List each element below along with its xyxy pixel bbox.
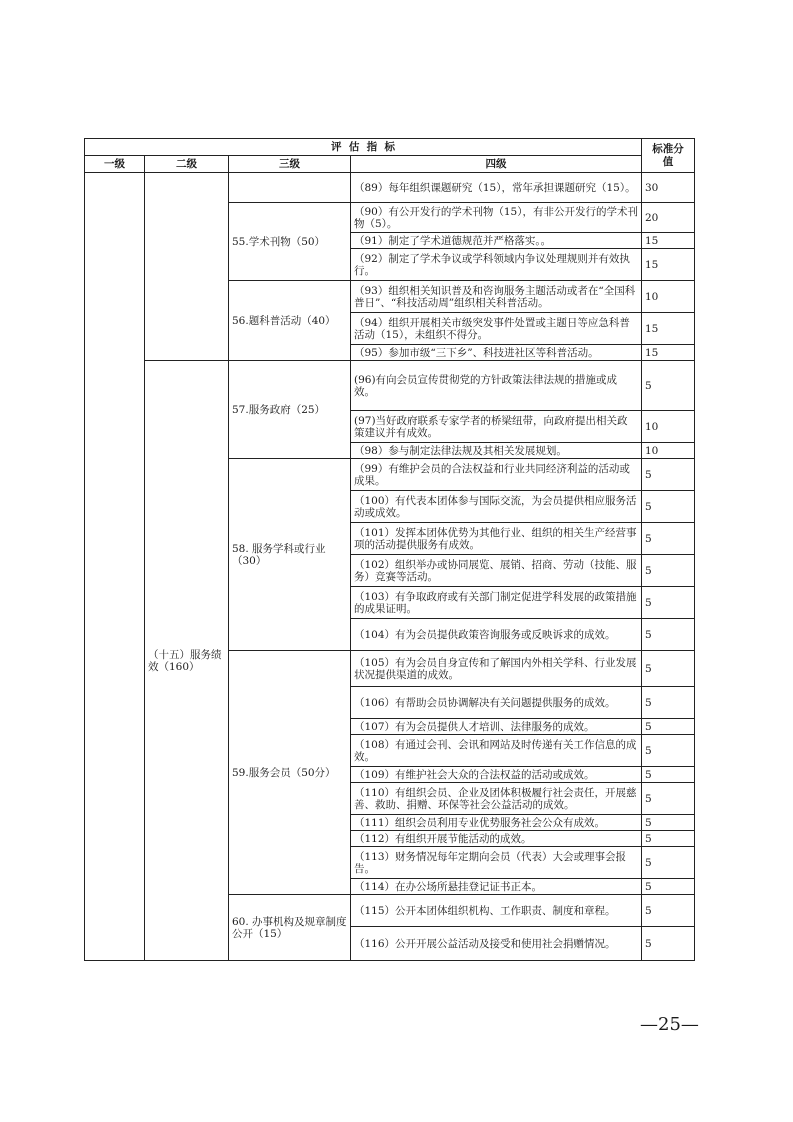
indicator-109: （109）有维护社会大众的合法权益的活动或成效。 [351,767,642,783]
indicator-97: (97)当好政府联系专家学者的桥梁纽带，向政府提出相关政策建议并有成效。 [351,411,642,443]
indicator-92: （92）制定了学术争议或学科领域内争议处理规则并有效执行。 [351,249,642,281]
level3-s56: 56.题科普活动（40） [229,281,351,361]
indicator-116: （116）公开开展公益活动及接受和使用社会捐赠情况。 [351,927,642,961]
indicator-91: （91）制定了学术道德规范并严格落实。。 [351,233,642,249]
header-standard-score: 标准分值 [642,139,695,173]
page-number: —25— [640,1014,699,1035]
score-108: 5 [642,735,695,767]
score-105: 5 [642,651,695,687]
score-100: 5 [642,491,695,523]
score-98: 10 [642,443,695,459]
indicator-104: （104）有为会员提供政策咨询服务或反映诉求的成效。 [351,619,642,651]
indicator-99: （99）有维护会员的合法权益和行业共同经济利益的活动或成果。 [351,459,642,491]
level2-cell-prev [145,173,229,361]
score-104: 5 [642,619,695,651]
score-116: 5 [642,927,695,961]
indicator-100: （100）有代表本团体参与国际交流，为会员提供相应服务活动或成效。 [351,491,642,523]
level1-cell [85,173,145,961]
indicator-115: （115）公开本团体组织机构、工作职责、制度和章程。 [351,895,642,927]
score-94: 15 [642,313,695,345]
score-112: 5 [642,831,695,847]
indicator-90: （90）有公开发行的学术刊物（15），有非公开发行的学术刊物（5）。 [351,203,642,233]
header-level3: 三级 [229,156,351,173]
indicator-111: （111）组织会员利用专业优势服务社会公众有成效。 [351,815,642,831]
indicator-96: (96)有向会员宣传贯彻党的方针政策法律法规的措施或成效。 [351,361,642,411]
indicator-108: （108）有通过会刊、会讯和网站及时传递有关工作信息的成效。 [351,735,642,767]
score-106: 5 [642,687,695,719]
indicator-114: （114）在办公场所悬挂登记证书正本。 [351,879,642,895]
indicator-98: （98）参与制定法律法规及其相关发展规划。 [351,443,642,459]
score-115: 5 [642,895,695,927]
indicator-105: （105）有为会员自身宣传和了解国内外相关学科、行业发展状况提供渠道的成效。 [351,651,642,687]
indicator-110: （110）有组织会员、企业及团体积极履行社会责任，开展慈善、救助、捐赠、环保等社会公益活动的成效。 [351,783,642,815]
score-97: 10 [642,411,695,443]
score-114: 5 [642,879,695,895]
header-evaluation-index: 评 估 指 标 [85,139,642,156]
score-110: 5 [642,783,695,815]
level2-g15: （十五）服务绩效（160） [145,361,229,961]
level3-s58: 58. 服务学科或行业（30） [229,459,351,651]
header-level2: 二级 [145,156,229,173]
score-102: 5 [642,555,695,587]
indicator-112: （112）有组织开展节能活动的成效。 [351,831,642,847]
indicator-89: （89）每年组织课题研究（15），常年承担课题研究（15）。 [351,173,642,203]
level3-s60: 60. 办事机构及规章制度公开（15） [229,895,351,961]
score-91: 15 [642,233,695,249]
score-111: 5 [642,815,695,831]
level3-s59: 59.服务会员（50分） [229,651,351,895]
score-92: 15 [642,249,695,281]
indicator-113: （113）财务情况每年定期向会员（代表）大会或理事会报告。 [351,847,642,879]
level3-s55: 55.学术刊物（50） [229,203,351,281]
score-89: 30 [642,173,695,203]
level3-s57: 57.服务政府（25） [229,361,351,459]
score-103: 5 [642,587,695,619]
score-107: 5 [642,719,695,735]
level3-cell-empty [229,173,351,203]
score-90: 20 [642,203,695,233]
indicator-107: （107）有为会员提供人才培训、法律服务的成效。 [351,719,642,735]
score-96: 5 [642,361,695,411]
indicator-101: （101）发挥本团体优势为其他行业、组织的相关生产经营事项的活动提供服务有成效。 [351,523,642,555]
indicator-103: （103）有争取政府或有关部门制定促进学科发展的政策措施的成果证明。 [351,587,642,619]
header-level1: 一级 [85,156,145,173]
indicator-102: （102）组织举办或协同展览、展销、招商、劳动（技能、服务）竞赛等活动。 [351,555,642,587]
score-95: 15 [642,345,695,361]
evaluation-table [84,138,695,961]
indicator-95: （95）参加市级“三下乡”、科技进社区等科普活动。 [351,345,642,361]
indicator-93: （93）组织相关知识普及和咨询服务主题活动或者在“全国科普日”、“科技活动周”组织相关科普活动。 [351,281,642,313]
score-109: 5 [642,767,695,783]
indicator-94: （94）组织开展相关市级突发事件处置或主题日等应急科普活动（15），未组织不得分。 [351,313,642,345]
indicator-106: （106）有帮助会员协调解决有关问题提供服务的成效。 [351,687,642,719]
score-93: 10 [642,281,695,313]
score-101: 5 [642,523,695,555]
header-level4: 四级 [351,156,642,173]
score-113: 5 [642,847,695,879]
score-99: 5 [642,459,695,491]
